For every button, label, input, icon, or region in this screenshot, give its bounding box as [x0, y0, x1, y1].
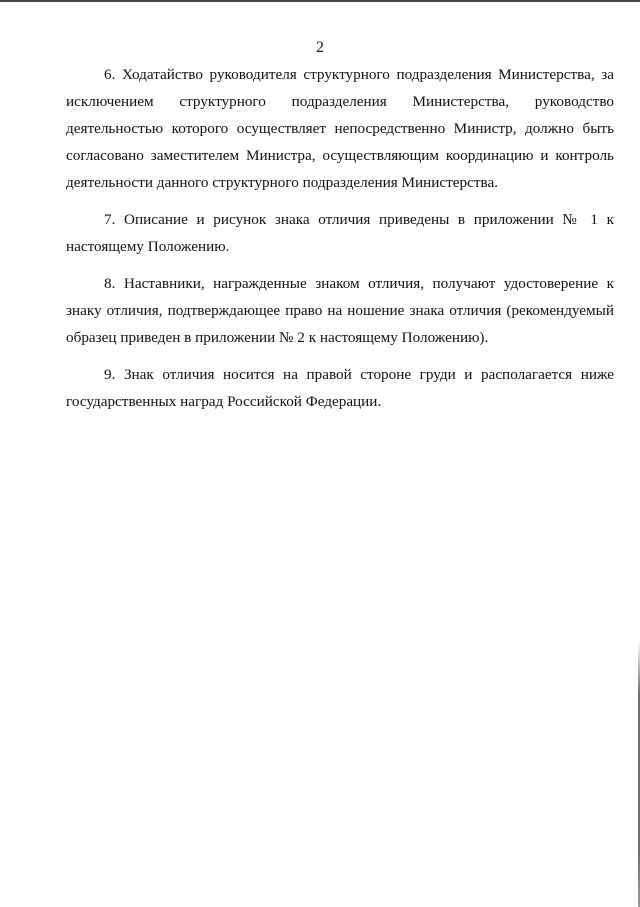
document-body — [66, 61, 614, 425]
paragraph-9: 9. Знак отличия носится на правой стороне груди и располагается ниже государственных наград Российской Федерации. — [66, 366, 614, 410]
paragraph-8: 8. Наставники, награжденные знаком отличия, получают удостоверение к знаку отличия, подтверждающее право на ношение знака отличия (рекомендуемый образец приведен в приложении № 2 к настоящему Положению). — [66, 275, 614, 346]
paragraph-7: 7. Описание и рисунок знака отличия приведены в приложении № 1 к настоящему Положению. — [66, 211, 614, 255]
scan-top-edge — [0, 0, 640, 2]
paragraph-6: 6. Ходатайство руководителя структурного подразделения Министерства, за исключением структурного подразделения Министерства, руководство деятельностью которого осуществляет непосредственно Министр, должно быть согласовано заместителем Министра, осуществляющим координацию и контроль деятельности данного структурного подразделения Министерства. — [66, 66, 614, 191]
page-number: 2 — [316, 39, 324, 56]
